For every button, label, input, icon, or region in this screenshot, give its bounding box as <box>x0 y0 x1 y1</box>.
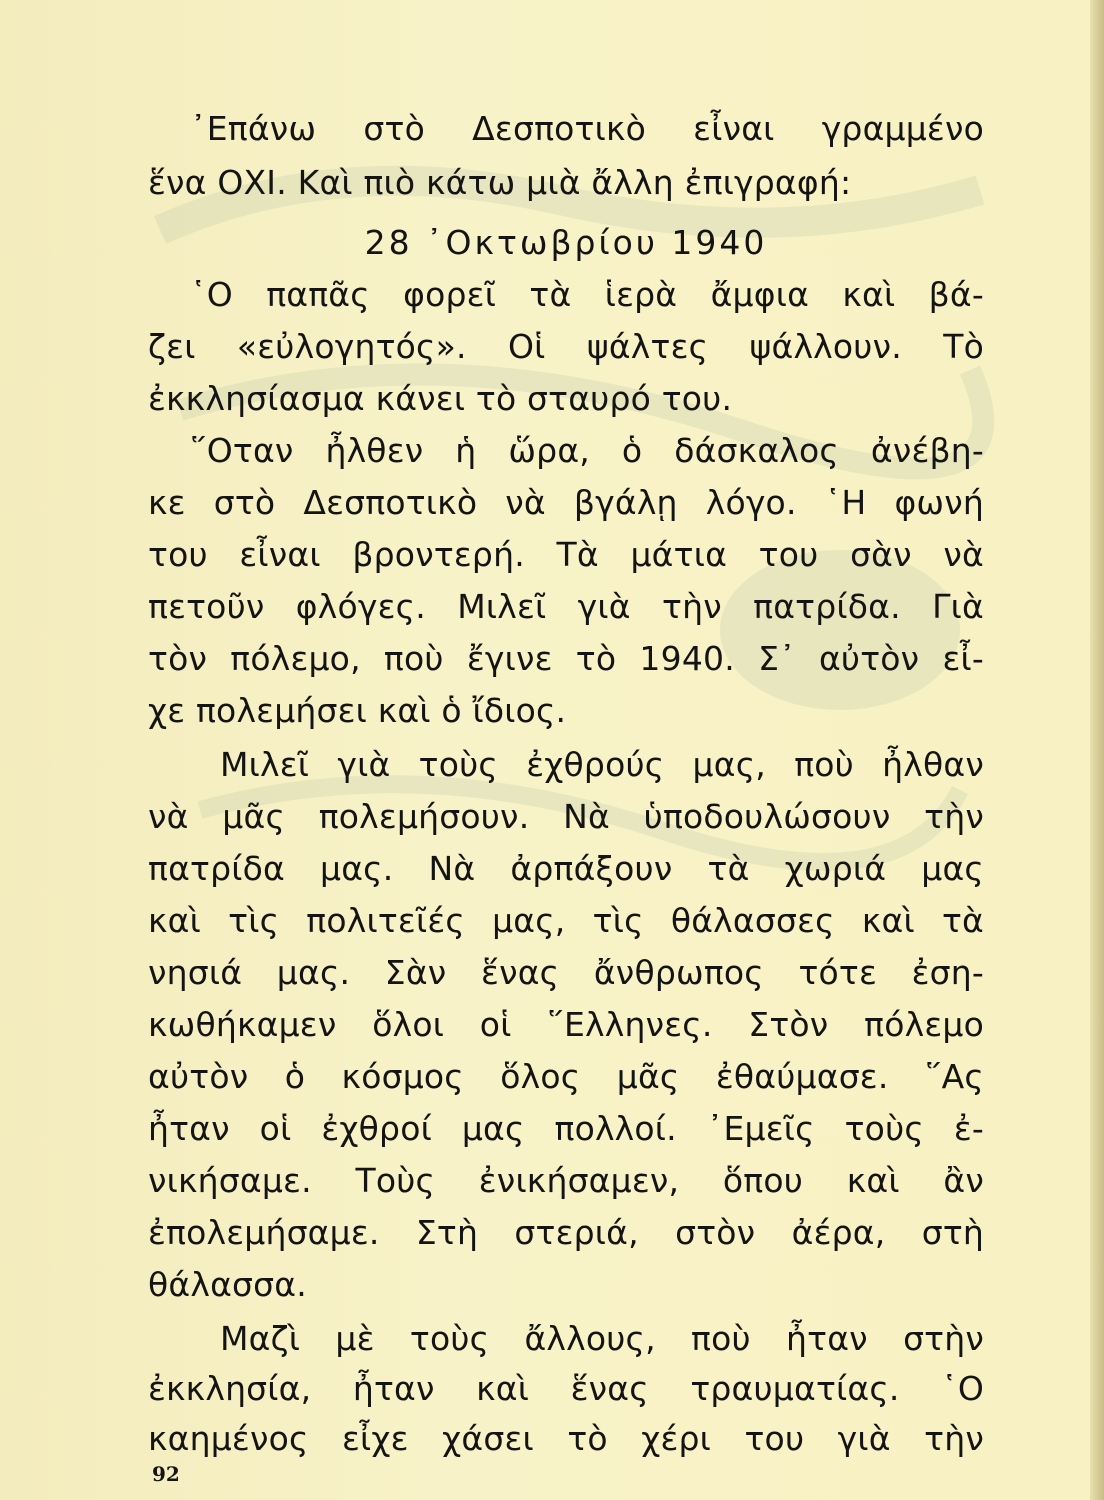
text-line: Μαζὶ μὲ τοὺς ἄλλους, ποὺ ἦταν στὴν <box>220 1319 984 1358</box>
text-line: ζει «εὐλογητός». Οἱ ψάλτες ψάλλουν. Τὸ <box>148 327 984 366</box>
text-line: ῾Ο παπᾶς φορεῖ τὰ ἱερὰ ἄμφια καὶ βά- <box>190 275 984 314</box>
text-line: θάλασσα. <box>148 1265 307 1304</box>
text-line: καημένος εἶχε χάσει τὸ χέρι του γιὰ τὴν <box>148 1419 984 1458</box>
text-line: νικήσαμε. Τοὺς ἐνικήσαμεν, ὅπου καὶ ἂν <box>148 1161 984 1200</box>
text-line: πετοῦν φλόγες. Μιλεῖ γιὰ τὴν πατρίδα. Γιὰ <box>148 587 984 626</box>
text-line: ἐκκλησίασμα κάνει τὸ σταυρό του. <box>148 379 733 418</box>
date-heading: 28 ᾿Οκτωβρίου 1940 <box>364 223 768 262</box>
text-line: ῞Οταν ἦλθεν ἡ ὥρα, ὁ δάσκαλος ἀνέβη- <box>190 431 984 470</box>
text-line: χε πολεμήσει καὶ ὁ ἴδιος. <box>148 691 567 730</box>
page-edge <box>1090 0 1104 1500</box>
text-line: κε στὸ Δεσποτικὸ νὰ βγάλῃ λόγο. ῾Η φωνή <box>148 483 984 522</box>
text-line: του εἶναι βροντερή. Τὰ μάτια του σὰν νὰ <box>148 535 984 574</box>
text-line: ἦταν οἱ ἐχθροί μας πολλοί. ᾿Εμεῖς τοὺς ἐ- <box>148 1109 984 1148</box>
text-line: κωθήκαμεν ὅλοι οἱ ῞Ελληνες. Στὸν πόλεμο <box>148 1005 984 1044</box>
text-line: ἕνα ΟΧΙ. Καὶ πιὸ κάτω μιὰ ἄλλη ἐπιγραφή: <box>148 163 852 202</box>
text-line: αὐτὸν ὁ κόσμος ὅλος μᾶς ἐθαύμασε. ῞Ας <box>148 1057 984 1096</box>
text-line: ᾿Επάνω στὸ Δεσποτικὸ εἶναι γραμμένο <box>190 109 984 148</box>
text-line: ἐπολεμήσαμε. Στὴ στεριά, στὸν ἀέρα, στὴ <box>148 1213 984 1252</box>
text-line: τὸν πόλεμο, ποὺ ἔγινε τὸ 1940. Σ᾿ αὐτὸν εἶ- <box>148 639 984 678</box>
text-line: νὰ μᾶς πολεμήσουν. Νὰ ὑποδουλώσουν τὴν <box>148 797 984 836</box>
text-line: ἐκκλησία, ἦταν καὶ ἕνας τραυματίας. ῾Ο <box>148 1369 984 1408</box>
text-line: Μιλεῖ γιὰ τοὺς ἐχθρούς μας, ποὺ ἦλθαν <box>220 745 984 784</box>
text-line: νησιά μας. Σὰν ἕνας ἄνθρωπος τότε ἐση- <box>148 953 984 992</box>
text-line: καὶ τὶς πολιτεῖές μας, τὶς θάλασσες καὶ τὰ <box>148 901 984 940</box>
text-line: πατρίδα μας. Νὰ ἀρπάξουν τὰ χωριά μας <box>148 849 984 888</box>
page-number: 92 <box>152 1462 180 1486</box>
